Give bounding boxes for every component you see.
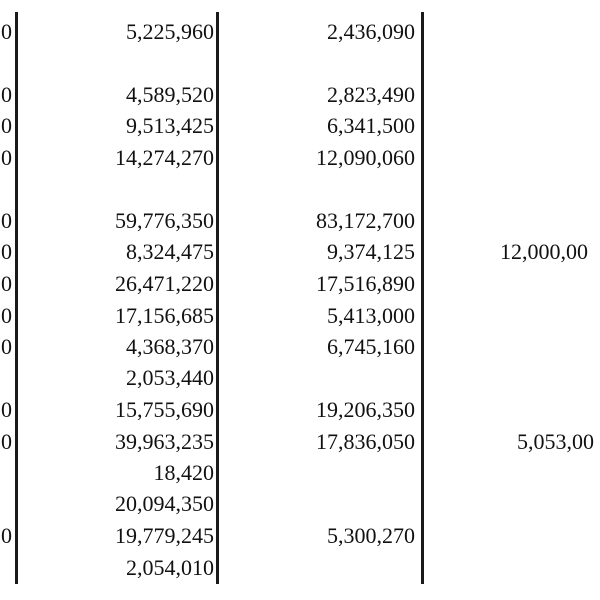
table-cell-col3 [500, 459, 600, 487]
table-cell-col2: 5,300,270 [327, 523, 415, 548]
table-cell-col3 [500, 364, 600, 392]
table-cell-col3 [500, 112, 600, 140]
table-cell-col2: 2,436,090 [327, 19, 415, 44]
table-cell-col1: 59,776,350 [115, 208, 214, 233]
table-cell-col2: 6,341,500 [327, 113, 415, 138]
table-cell-col3 [500, 18, 600, 46]
table-cell-col0: 0 [1, 523, 12, 548]
table-cell-col1: 39,963,235 [115, 429, 214, 454]
table-cell-col3 [500, 270, 600, 298]
table-cell-col2: 9,374,125 [327, 239, 415, 264]
table-cell-col0 [0, 554, 12, 582]
table-cell-col1: 2,053,440 [126, 365, 214, 390]
table-cell-col0: 0 [1, 19, 12, 44]
table-cell-col1: 2,054,010 [126, 555, 214, 580]
table-cell-col2: 5,413,000 [327, 303, 415, 328]
table-cell-col1: 8,324,475 [126, 239, 214, 264]
table-cell-col3 [500, 207, 600, 235]
table-cell-col1: 4,589,520 [126, 82, 214, 107]
table-cell-col2: 19,206,350 [316, 397, 415, 422]
table-cell-col0: 0 [1, 145, 12, 170]
table-cell-col3 [500, 554, 600, 582]
table-cell-col1: 19,779,245 [115, 523, 214, 548]
table-cell-col0: 0 [1, 303, 12, 328]
table-cell-col1: 5,225,960 [126, 19, 214, 44]
table-cell-col0 [0, 364, 12, 392]
table-cell-col3: 12,000,00 [500, 239, 588, 264]
table-cell-col2 [240, 554, 415, 582]
table-cell-col1: 26,471,220 [115, 271, 214, 296]
table-cell-col1: 18,420 [153, 460, 214, 485]
table-cell-col3 [500, 490, 600, 518]
table-cell-col2 [240, 459, 415, 487]
table-cell-col2 [240, 364, 415, 392]
table-cell-col1: 15,755,690 [115, 397, 214, 422]
table-cell-col0: 0 [1, 334, 12, 359]
column-divider-1 [15, 12, 18, 584]
table-cell-col0: 0 [1, 113, 12, 138]
table-cell-col3 [500, 522, 600, 550]
table-cell-col3 [500, 302, 600, 330]
table-cell-col2: 17,516,890 [316, 271, 415, 296]
table-cell-col2: 12,090,060 [316, 145, 415, 170]
table-cell-col2: 6,745,160 [327, 334, 415, 359]
table-cell-col0 [0, 490, 12, 518]
table-cell-col3 [500, 81, 600, 109]
table-cell-col0: 0 [1, 271, 12, 296]
table-cell-col1: 20,094,350 [115, 491, 214, 516]
column-divider-3 [421, 12, 424, 584]
table-cell-col2 [240, 490, 415, 518]
table-cell-col0: 0 [1, 429, 12, 454]
table-cell-col3 [500, 333, 600, 361]
column-divider-2 [216, 12, 219, 584]
table-cell-col2: 17,836,050 [316, 429, 415, 454]
table-cell-col0: 0 [1, 82, 12, 107]
table-cell-col3 [500, 396, 600, 424]
table-cell-col3 [500, 144, 600, 172]
table-cell-col2: 2,823,490 [327, 82, 415, 107]
table-cell-col1: 17,156,685 [115, 303, 214, 328]
table-cell-col1: 4,368,370 [126, 334, 214, 359]
table-cell-col0: 0 [1, 397, 12, 422]
table-cell-col0 [0, 459, 12, 487]
table-cell-col1: 14,274,270 [115, 145, 214, 170]
table-cell-col2: 83,172,700 [316, 208, 415, 233]
table-cell-col0: 0 [1, 239, 12, 264]
table-cell-col3: 5,053,00 [517, 429, 594, 454]
table-cell-col0: 0 [1, 208, 12, 233]
table-cell-col1: 9,513,425 [126, 113, 214, 138]
